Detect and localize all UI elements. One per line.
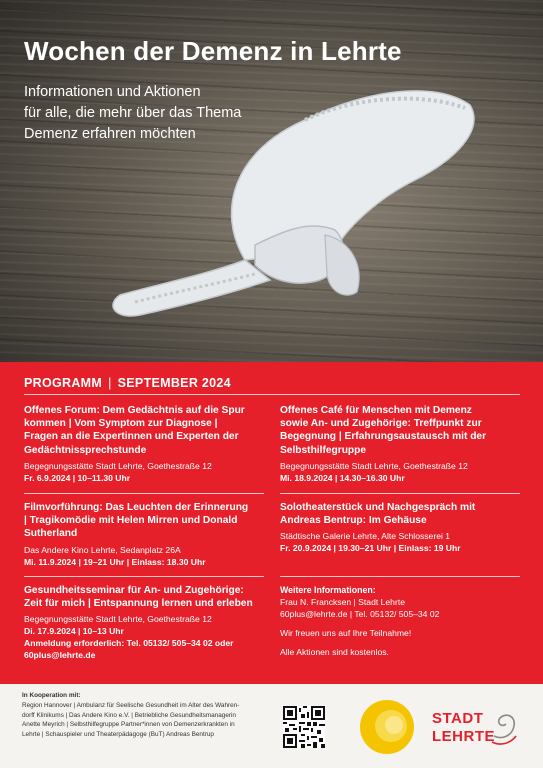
footer	[0, 684, 543, 768]
partner-line: Region Hannover | Ambulanz für Seelische Gesundheit im Alter des Wahren-	[22, 702, 240, 709]
event-seminar	[24, 584, 264, 661]
event-forum	[24, 404, 264, 484]
event-divider	[24, 576, 264, 577]
contact-line: 60plus@lehrte.de | Tel. 05132/ 505–34 02	[280, 609, 440, 619]
cooperation-title: In Kooperation mit:	[22, 692, 81, 699]
event-title-line: Selbsthilfegruppe	[280, 444, 367, 456]
info-note: Wir freuen uns auf Ihre Teilnahme!	[280, 628, 412, 638]
logo-text-stadt: STADT	[432, 710, 484, 727]
event-title-line: | Tragikomödie mit Helen Mirren und Donald	[24, 515, 238, 527]
event-place: Das Andere Kino Lehrte, Sedanplatz 26A	[24, 544, 181, 555]
hero-photo	[0, 0, 543, 362]
program-panel	[0, 362, 543, 684]
event-theater	[280, 501, 520, 554]
cooperation-partners	[22, 701, 280, 739]
event-cafe	[280, 404, 520, 484]
program-label: PROGRAMM	[24, 376, 103, 390]
subtitle-line: Demenz erfahren möchten	[24, 126, 196, 142]
knotted-napkin-illustration	[95, 30, 495, 330]
event-title	[24, 501, 264, 541]
contact-line: Frau N. Francksen | Stadt Lehrte	[280, 597, 405, 607]
event-time: Fr. 20.9.2024 | 19.30–21 Uhr | Einlass: 19 Uhr	[280, 543, 461, 554]
event-title-line: Offenes Forum: Dem Gedächtnis auf die Spur	[24, 405, 245, 416]
program-month: SEPTEMBER 2024	[117, 376, 231, 390]
event-title-line: Solotheaterstück und Nachgespräch mit	[280, 502, 476, 513]
event-title-line: Begegnung | Erfahrungsaustausch mit der	[280, 431, 487, 443]
event-time: Fr. 6.9.2024 | 10–11.30 Uhr	[24, 472, 131, 483]
event-title-line: Zeit für mich | Entspannung lernen und erleben	[24, 598, 253, 610]
heading-separator: |	[108, 376, 112, 390]
heading-divider	[24, 394, 520, 395]
event-title-line: Offenes Café für Menschen mit Demenz	[280, 405, 472, 416]
stadt-lehrte-logo	[432, 706, 522, 750]
partner-line: dorff Klinikums | Das Andere Kino e.V. | Betriebliche Gesundheitsmanagerin	[22, 711, 236, 719]
event-time: Di. 17.9.2024 | 10–13 Uhr	[24, 626, 124, 637]
event-title-line: sowie An- und Zugehörige: Treffpunkt zur	[280, 418, 482, 430]
info-block	[280, 584, 520, 658]
event-title-line: Gesundheitsseminar für An- und Zugehörige:	[24, 585, 244, 596]
partner-logo-badge	[358, 698, 416, 756]
registration-line: Anmeldung erforderlich: Tel. 05132/ 505–34 02 oder	[24, 638, 234, 649]
event-place: Begegnungsstätte Stadt Lehrte, Goethestraße 12	[24, 614, 212, 625]
logo-swirl-icon	[488, 706, 520, 748]
subtitle-line: Informationen und Aktionen	[24, 84, 201, 100]
event-title	[280, 404, 520, 457]
event-title-line: kommen | Vom Symptom zur Diagnose |	[24, 418, 218, 430]
event-title-line: Filmvorführung: Das Leuchten der Erinnerung	[24, 502, 249, 513]
partner-line: Anette Meyrich | Selbsthilfegruppe Partner*innen von Demenzerkrankten in	[22, 721, 235, 729]
event-film	[24, 501, 264, 568]
event-title-line: Gedächtnissprechstunde	[24, 444, 147, 456]
info-title: Weitere Informationen:	[280, 585, 376, 595]
event-place: Begegnungsstätte Stadt Lehrte, Goethestraße 12	[280, 460, 468, 471]
event-title	[24, 584, 264, 610]
subtitle-line: für alle, die mehr über das Thema	[24, 105, 242, 121]
event-title-line: Sutherland	[24, 528, 78, 540]
event-title	[280, 501, 520, 527]
program-heading	[24, 376, 231, 390]
event-registration	[24, 637, 264, 661]
event-place: Städtische Galerie Lehrte, Alte Schlosserei 1	[280, 531, 451, 542]
info-note: Alle Aktionen sind kostenlos.	[280, 647, 389, 657]
event-title	[24, 404, 264, 457]
logo-text-lehrte: LEHRTE	[432, 728, 495, 745]
event-title-line: Fragen an die Expertinnen und Experten der	[24, 431, 239, 443]
event-time: Mi. 11.9.2024 | 19–21 Uhr | Einlass: 18.30 Uhr	[24, 556, 206, 567]
flyer-title: Wochen der Demenz in Lehrte	[24, 36, 402, 66]
partner-line: Lehrte | Schauspieler und Theaterpädagoge (BuT) Andreas Bentrup	[22, 730, 214, 738]
event-divider	[24, 493, 264, 494]
registration-line: 60plus@lehrte.de	[24, 650, 96, 661]
event-title-line: Andreas Bentrup: Im Gehäuse	[280, 515, 427, 527]
event-divider	[280, 576, 520, 577]
event-divider	[280, 493, 520, 494]
flyer-subtitle	[24, 82, 241, 145]
event-time: Mi. 18.9.2024 | 14.30–16.30 Uhr	[280, 472, 405, 483]
event-place: Begegnungsstätte Stadt Lehrte, Goethestraße 12	[24, 460, 212, 471]
qr-code-icon[interactable]	[283, 706, 325, 748]
